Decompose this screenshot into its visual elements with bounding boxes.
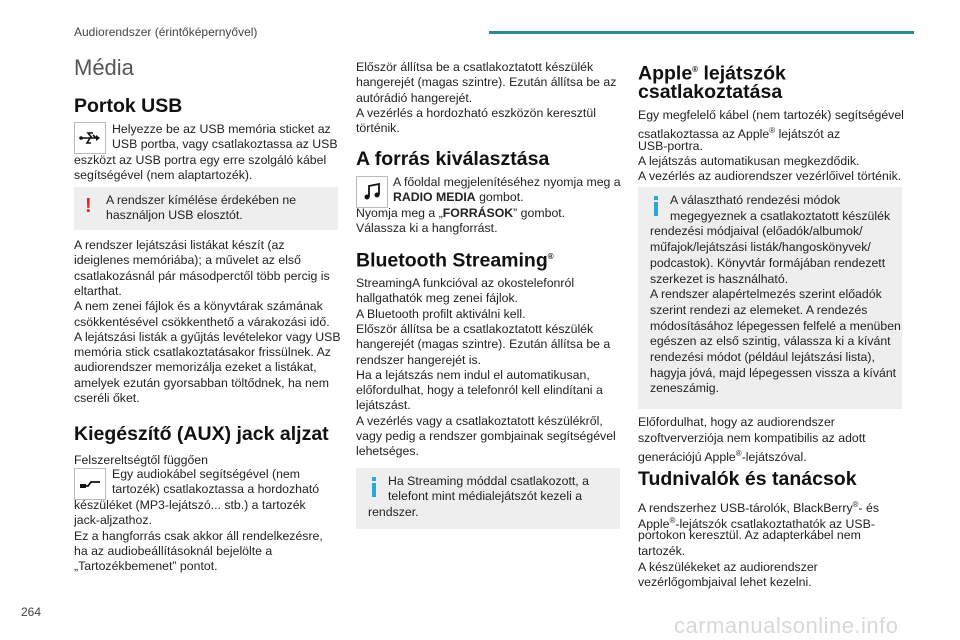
bt-paragraph-line: lehetséges.: [356, 444, 419, 459]
aux-paragraph-line: „Tartozékbemenet” pontot.: [74, 559, 218, 574]
apple-after-3: generációjú Apple®-lejátszóval.: [638, 449, 807, 465]
page-number: 264: [21, 605, 42, 619]
apple-heading-2: csatlakoztatása: [638, 81, 783, 103]
usb-paragraph-line: amelyek ezután gyorsabban töltődnek, ha nem: [74, 375, 329, 390]
bt-paragraph-line: Először állítsa be a csatlakoztatott készülék: [356, 321, 594, 336]
usb-paragraph-line: audiorendszer memorizálja ezeket a listákat,: [74, 360, 317, 375]
apple-text-1: Egy megfelelő kábel (nem tartozék) segítségével: [638, 108, 904, 122]
tips-text-1: A rendszerhez USB-tárolók, BlackBerry®- és: [638, 500, 880, 516]
bt-info-box: [356, 468, 620, 529]
usb-text-1: Helyezze be az USB memória sticket az: [112, 122, 331, 136]
apple-info-box: [638, 187, 902, 409]
apple-info-line: A rendszer alapértelmezés szerint előadók: [650, 287, 882, 302]
warning-box: [74, 187, 338, 230]
bt-paragraph-line: rendszer hangerejét is.: [356, 352, 482, 367]
apple-after-2: szoftververziója nem kompatibilis az adott: [638, 431, 866, 445]
usb-icon: [74, 122, 106, 154]
apple-info-line: szerkezet is használható.: [650, 271, 789, 286]
aux-text-0: Felszereltségtől függően: [74, 453, 208, 467]
usb-paragraph-line: A nem zenei fájlok és a könyvtárak számának: [74, 299, 323, 314]
bt-paragraph-line: hallgathatók meg zenei fájlok.: [356, 291, 519, 306]
radio-media-label: RADIO MEDIA: [393, 190, 476, 204]
usb-paragraph-line: memória stick csatlakoztatásakor frissülnek. Az: [74, 345, 331, 360]
bt-paragraph-line: Ha a lejátszás nem indul el automatikusan,: [356, 367, 590, 382]
intro-line: történik.: [356, 121, 400, 136]
aux-paragraph-line: jack-aljzathoz.: [74, 513, 152, 528]
apple-text-5: A vezérlés az audiorendszer vezérlőivel történik.: [638, 169, 902, 183]
info-icon: [654, 202, 658, 216]
jack-icon: [74, 468, 106, 500]
usb-paragraph-line: eltarthat.: [74, 283, 122, 298]
usb-heading: Portok USB: [74, 95, 183, 117]
warning-text-1: A rendszer kímélése érdekében ne: [106, 193, 297, 207]
tips-text-5: A készülékeket az audiorendszer: [638, 560, 818, 574]
apple-after-1: Előfordulhat, hogy az audiorendszer: [638, 415, 835, 429]
bt-paragraph-line: vagy pedig a rendszer gombjainak segítségével: [356, 429, 616, 443]
music-note-icon: [356, 176, 388, 208]
apple-heading-1: Apple® lejátszók: [638, 62, 786, 85]
aux-heading: Kiegészítő (AUX) jack aljzat: [74, 423, 329, 445]
usb-paragraph-line: cseréli őket.: [74, 391, 140, 405]
bt-paragraph-line: előfordulhat, hogy a telefonról kell elindítani a: [356, 383, 603, 398]
intro-line: hangerejét (magas szintre). Ezután állítsa be az: [356, 75, 617, 90]
tips-text-2: Apple®-lejátszók csatlakoztathatók az USB-: [638, 516, 875, 532]
usb-paragraph-line: A lejátszási listák a gyűjtás levételekor vagy USB: [74, 329, 341, 344]
apple-info-line: hagyja jóvá, majd lépegessen vissza a kívánt: [650, 365, 897, 380]
usb-paragraph-line: ideiglenes memóriába); a művelet az első: [74, 253, 301, 268]
apple-info-line: A választható rendezési módok: [670, 193, 841, 207]
apple-text-2: csatlakoztassa az Apple® lejátszót az: [638, 126, 841, 142]
apple-info-line: műfajok/lejátszási listák/hangoskönyvek/: [650, 240, 871, 255]
section-title: Média: [74, 55, 134, 80]
apple-info-line: megegyeznek a csatlakoztatott készülék: [670, 208, 891, 223]
aux-text-2: tartozék) csatlakoztassa a hordozható: [112, 482, 320, 496]
intro-line: A vezérlés a hordozható eszközön keresztül: [356, 105, 596, 120]
usb-text-4: segítségével (nem alaptartozék).: [74, 168, 253, 182]
usb-paragraph-line: A rendszer lejátszási listákat készít (az: [74, 238, 285, 252]
apple-info-line: egészen az első szintig, válassza ki a kívánt: [650, 334, 891, 349]
apple-info-line: rendezési módjaival (előadók/albumok/: [650, 224, 863, 239]
apple-info-line: módosításához lépegessen felfelé a menüben: [650, 318, 901, 333]
bt-paragraph-line: lejátszást.: [356, 398, 411, 413]
aux-paragraph-line: készüléket (MP3-lejátszó... stb.) a tartozék: [74, 498, 306, 512]
apple-info-line: zeneszámig.: [650, 381, 720, 396]
bt-info-2: telefont mint médialejátszót kezeli a: [388, 489, 583, 503]
usb-text-2: USB portba, vagy csatlakoztassa az USB: [112, 137, 338, 151]
bt-paragraph-line: StreamingA funkcióval az okostelefonról: [356, 276, 575, 290]
apple-info-line: szerint rendezi az elemeket. A rendezés: [650, 302, 868, 317]
bt-paragraph-line: hangerejét (magas szintre). Ezután állítsa be a: [356, 337, 611, 352]
tips-text-6: vezérlőgombjaival lehet kezelni.: [638, 575, 812, 589]
header-accent-bar: [489, 31, 914, 34]
bt-paragraph-line: A vezérlés vagy a csatlakoztatott készülékről,: [356, 413, 603, 428]
info-icon: [372, 483, 376, 497]
source-heading: A forrás kiválasztása: [356, 148, 550, 170]
intro-line: autórádió hangerejét.: [356, 90, 473, 105]
tips-text-3: portokon keresztül. Az adapterkábel nem: [638, 528, 861, 542]
source-text-3: Nyomja meg a „FORRÁSOK” gombot.: [356, 206, 566, 220]
apple-info-line: podcastok). Könyvtár formájában rendezett: [650, 255, 886, 270]
warning-text-2: használjon USB elosztót.: [106, 208, 243, 222]
bt-heading: Bluetooth Streaming®: [356, 249, 554, 272]
aux-text-1: Egy audiokábel segítségével (nem: [112, 467, 300, 481]
source-text-1: A főoldal megjelenítéséhez nyomja meg a: [393, 175, 621, 189]
aux-paragraph-line: Ez a hangforrás csak akkor áll rendelkezésre,: [74, 528, 323, 543]
watermark: carmanualsonline.info: [674, 613, 899, 638]
usb-paragraph-line: csatlakozásnál pár másodperctől több percig is: [74, 268, 330, 283]
apple-text-3: USB-portra.: [638, 139, 703, 153]
apple-text-4: A lejátszás automatikusan megkezdődik.: [638, 154, 860, 168]
apple-info-line: rendezési módot (például lejátszási lista),: [650, 350, 875, 364]
bt-info-1: Ha Streaming móddal csatlakozott, a: [388, 474, 589, 488]
tips-text-4: tartozék.: [638, 544, 686, 558]
usb-text-3: eszközt az USB portra egy erre szolgáló kábel: [74, 153, 327, 167]
aux-paragraph-line: ha az audiobeállításoknál bejelölte a: [74, 543, 273, 558]
intro-line: Először állítsa be a csatlakoztatott készülék: [356, 60, 594, 74]
usb-paragraph-line: csökkentésével csökkenthető a várakozási idő.: [74, 314, 330, 329]
tips-heading: Tudnivalók és tanácsok: [638, 468, 857, 490]
forrasok-label: FORRÁSOK: [442, 206, 514, 220]
bt-info-3: rendszer.: [368, 505, 419, 519]
running-header: Audiorendszer (érintőképernyővel): [74, 25, 258, 39]
source-text-2: RADIO MEDIA gombot.: [393, 190, 524, 204]
bt-paragraph-line: A Bluetooth profilt aktiválni kell.: [356, 306, 526, 321]
source-text-4: Válassza ki a hangforrást.: [356, 221, 498, 235]
warning-icon: !: [85, 195, 92, 217]
